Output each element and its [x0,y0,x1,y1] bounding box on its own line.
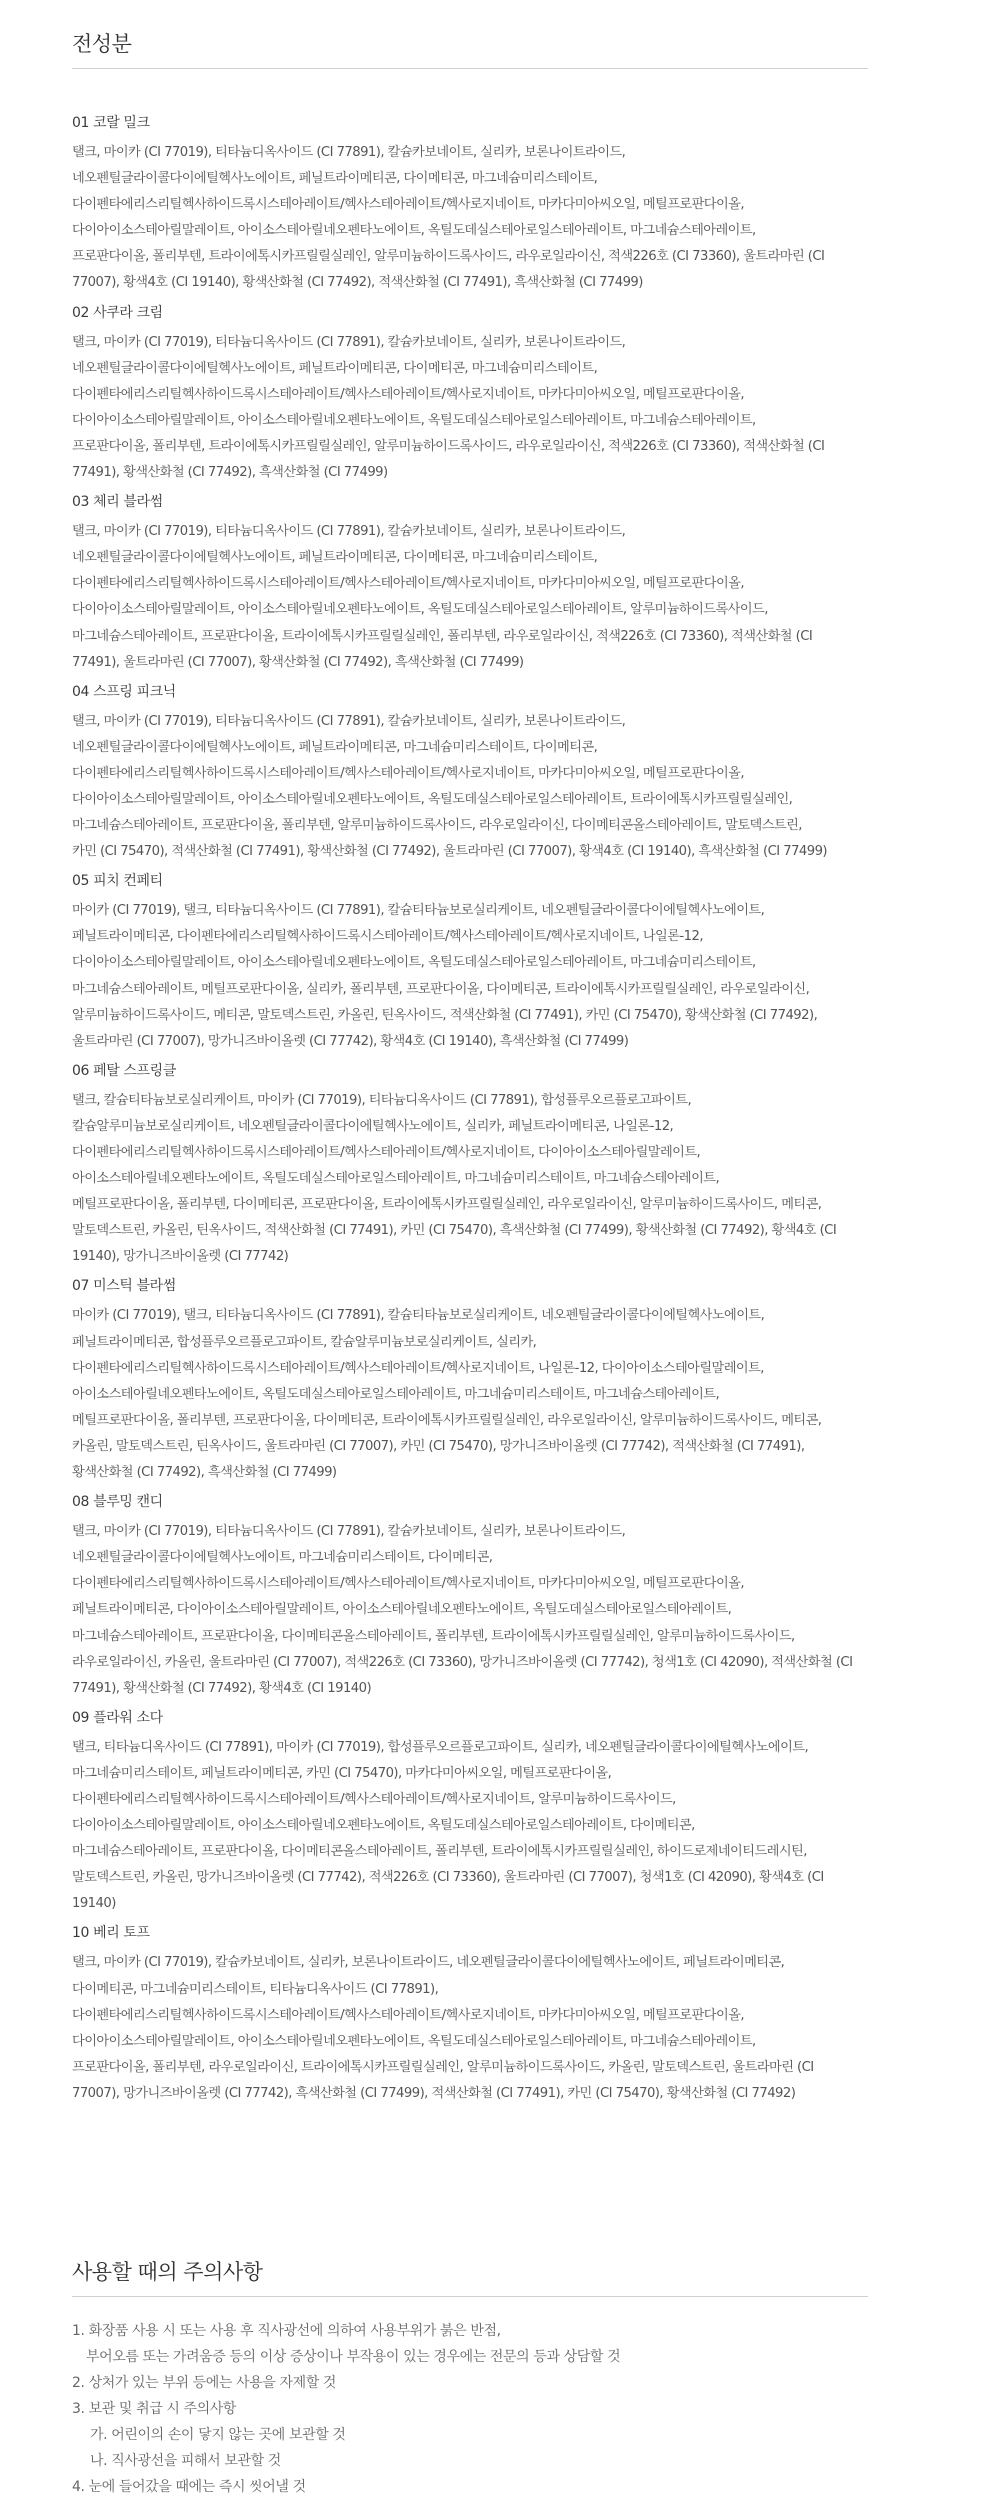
ingredient-item-title: 04 스프링 피크닉 [72,683,176,700]
ingredient-item [72,681,918,866]
caution-line: 4. 눈에 들어갔을 때에는 즉시 씻어낼 것 [72,2479,306,2495]
caution-line: 나. 직사광선을 피해서 보관할 것 [90,2453,281,2469]
ingredients-list [72,112,918,2112]
caution-line: 1. 화장품 사용 시 또는 사용 후 직사광선에 의하여 사용부위가 붉은 반점, [72,2323,501,2339]
ingredient-item-text: 탤크, 마이카 (CI 77019), 티타늄디옥사이드 (CI 77891), 칼슘카보네이트, 실리카, 보론나이트라이드, 네오펜틸글라이콜다이에틸헥사노에이트, 마그네슘미리스테이트, 다이메티콘, 다이펜타에리스리틸헥사하이드록시스테아레이트/헥사스테아레이트/헥사로지네이트, 마카다미아씨오일, 메틸프로판다이올, 페닐트라이메티콘, 다이아이소스테아릴말레이트, 아이소스테아릴네오펜타노에이트, 옥틸도데실스테아로일스테아레이트, 마그네슘스테아레이트, 프로판다이올, 다이메티콘올스테아레이트, 폴리부텐, 트라이에톡시카프릴릴실레인, 알루미늄하이드록사이드, 라우로일라이신, 카올린, 울트라마린 (CI 77007), 적색226호 (CI 73360), 망가니즈바이올렛 (CI 77742), 청색1호 (CI 42090), 적색산화철 (CI 77491), 황색산화철 (CI 77492), 황색4호 (CI 19140) [72,1524,853,1696]
ingredient-item-text: 탤크, 칼슘티타늄보로실리케이트, 마이카 (CI 77019), 티타늄디옥사이드 (CI 77891), 합성플루오르플로고파이트, 칼슘알루미늄보로실리케이트, 네오펜틸글라이콜다이에틸헥사노에이트, 실리카, 페닐트라이메티콘, 나일론-12, 다이펜타에리스리틸헥사하이드록시스테아레이트/헥사스테아레이트/헥사로지네이트, 다이아이소스테아릴말레이트, 아이소스테아릴네오펜타노에이트, 옥틸도데실스테아로일스테아레이트, 마그네슘미리스테이트, 마그네슘스테아레이트, 메틸프로판다이올, 폴리부텐, 다이메티콘, 프로판다이올, 트라이에톡시카프릴릴실레인, 라우로일라이신, 알루미늄하이드록사이드, 메티콘, 말토덱스트린, 카올린, 틴옥사이드, 적색산화철 (CI 77491), 카민 (CI 75470), 흑색산화철 (CI 77499), 황색산화철 (CI 77492), 황색4호 (CI 19140), 망가니즈바이올렛 (CI 77742) [72,1092,837,1265]
ingredient-item [72,1922,918,2107]
ingredient-item-text: 탤크, 마이카 (CI 77019), 티타늄디옥사이드 (CI 77891), 칼슘카보네이트, 실리카, 보론나이트라이드, 네오펜틸글라이콜다이에틸헥사노에이트, 페닐트라이메티콘, 다이메티콘, 마그네슘미리스테이트, 다이펜타에리스리틸헥사하이드록시스테아레이트/헥사스테아레이트/헥사로지네이트, 마카다미아씨오일, 메틸프로판다이올, 다이아이소스테아릴말레이트, 아이소스테아릴네오펜타노에이트, 옥틸도데실스테아로일스테아레이트, 마그네슘스테아레이트, 프로판다이올, 폴리부텐, 트라이에톡시카프릴릴실레인, 알루미늄하이드록사이드, 라우로일라이신, 적색226호 (CI 73360), 적색산화철 (CI 77491), 황색산화철 (CI 77492), 흑색산화철 (CI 77499) [72,334,825,481]
ingredients-divider [72,68,868,69]
ingredient-item [72,112,918,297]
cautions-divider [72,2296,868,2297]
cautions-list [72,2318,912,2500]
ingredient-item-text: 탤크, 마이카 (CI 77019), 티타늄디옥사이드 (CI 77891), 칼슘카보네이트, 실리카, 보론나이트라이드, 네오펜틸글라이콜다이에틸헥사노에이트, 페닐트라이메티콘, 마그네슘미리스테이트, 다이메티콘, 다이펜타에리스리틸헥사하이드록시스테아레이트/헥사스테아레이트/헥사로지네이트, 마카다미아씨오일, 메틸프로판다이올, 다이아이소스테아릴말레이트, 아이소스테아릴네오펜타노에이트, 옥틸도데실스테아로일스테아레이트, 트라이에톡시카프릴릴실레인, 마그네슘스테아레이트, 프로판다이올, 폴리부텐, 알루미늄하이드록사이드, 라우로일라이신, 다이메티콘올스테아레이트, 말토덱스트린, 카민 (CI 75470), 적색산화철 (CI 77491), 황색산화철 (CI 77492), 울트라마린 (CI 77007), 황색4호 (CI 19140), 흑색산화철 (CI 77499) [72,713,828,860]
ingredient-item-text: 탤크, 티타늄디옥사이드 (CI 77891), 마이카 (CI 77019), 합성플루오르플로고파이트, 실리카, 네오펜틸글라이콜다이에틸헥사노에이트, 마그네슘미리스테이트, 페닐트라이메티콘, 카민 (CI 75470), 마카다미아씨오일, 메틸프로판다이올, 다이펜타에리스리틸헥사하이드록시스테아레이트/헥사스테아레이트/헥사로지네이트, 알루미늄하이드록사이드, 다이아이소스테아릴말레이트, 아이소스테아릴네오펜타노에이트, 옥틸도데실스테아로일스테아레이트, 다이메티콘, 마그네슘스테아레이트, 프로판다이올, 다이메티콘올스테아레이트, 폴리부텐, 트라이에톡시카프릴릴실레인, 하이드로제네이티드레시틴, 말토덱스트린, 카올린, 망가니즈바이올렛 (CI 77742), 적색226호 (CI 73360), 울트라마린 (CI 77007), 청색1호 (CI 42090), 황색4호 (CI 19140) [72,1739,824,1912]
ingredient-item-title: 08 블루밍 캔디 [72,1494,163,1511]
ingredient-item-title: 06 페탈 스프링클 [72,1062,176,1079]
ingredient-item-title: 02 사쿠라 크림 [72,304,163,321]
ingredient-item [72,302,918,487]
ingredient-item-title: 01 코랄 밀크 [72,115,150,131]
caution-line: 부어오름 또는 가려움증 등의 이상 증상이나 부작용이 있는 경우에는 전문의 등과 상담할 것 [86,2349,621,2365]
ingredient-item [72,870,918,1055]
ingredient-item-text: 탤크, 마이카 (CI 77019), 칼슘카보네이트, 실리카, 보론나이트라이드, 네오펜틸글라이콜다이에틸헥사노에이트, 페닐트라이메티콘, 다이메티콘, 마그네슘미리스테이트, 티타늄디옥사이드 (CI 77891), 다이펜타에리스리틸헥사하이드록시스테아레이트/헥사스테아레이트/헥사로지네이트, 마카다미아씨오일, 메틸프로판다이올, 다이아이소스테아릴말레이트, 아이소스테아릴네오펜타노에이트, 옥틸도데실스테아로일스테아레이트, 마그네슘스테아레이트, 프로판다이올, 폴리부텐, 라우로일라이신, 트라이에톡시카프릴릴실레인, 알루미늄하이드록사이드, 카올린, 말토덱스트린, 울트라마린 (CI 77007), 망가니즈바이올렛 (CI 77742), 흑색산화철 (CI 77499), 적색산화철 (CI 77491), 카민 (CI 75470), 황색산화철 (CI 77492) [72,1955,814,2101]
ingredient-item-text: 탤크, 마이카 (CI 77019), 티타늄디옥사이드 (CI 77891), 칼슘카보네이트, 실리카, 보론나이트라이드, 네오펜틸글라이콜다이에틸헥사노에이트, 페닐트라이메티콘, 다이메티콘, 마그네슘미리스테이트, 다이펜타에리스리틸헥사하이드록시스테아레이트/헥사스테아레이트/헥사로지네이트, 마카다미아씨오일, 메틸프로판다이올, 다이아이소스테아릴말레이트, 아이소스테아릴네오펜타노에이트, 옥틸도데실스테아로일스테아레이트, 마그네슘스테아레이트, 프로판다이올, 폴리부텐, 트라이에톡시카프릴릴실레인, 알루미늄하이드록사이드, 라우로일라이신, 적색226호 (CI 73360), 울트라마린 (CI 77007), 황색4호 (CI 19140), 황색산화철 (CI 77492), 적색산화철 (CI 77491), 흑색산화철 (CI 77499) [72,145,825,291]
cautions-title: 사용할 때의 주의사항 [72,2260,263,2284]
ingredients-title: 전성분 [72,32,132,56]
ingredient-item [72,1491,918,1702]
ingredient-item [72,1707,918,1918]
caution-line: 2. 상처가 있는 부위 등에는 사용을 자제할 것 [72,2375,337,2391]
ingredient-item [72,1275,918,1486]
caution-line: 3. 보관 및 취급 시 주의사항 [72,2401,237,2417]
ingredient-item-text: 탤크, 마이카 (CI 77019), 티타늄디옥사이드 (CI 77891), 칼슘카보네이트, 실리카, 보론나이트라이드, 네오펜틸글라이콜다이에틸헥사노에이트, 페닐트라이메티콘, 다이메티콘, 마그네슘미리스테이트, 다이펜타에리스리틸헥사하이드록시스테아레이트/헥사스테아레이트/헥사로지네이트, 마카다미아씨오일, 메틸프로판다이올, 다이아이소스테아릴말레이트, 아이소스테아릴네오펜타노에이트, 옥틸도데실스테아로일스테아레이트, 알루미늄하이드록사이드, 마그네슘스테아레이트, 프로판다이올, 트라이에톡시카프릴릴실레인, 폴리부텐, 라우로일라이신, 적색226호 (CI 73360), 적색산화철 (CI 77491), 울트라마린 (CI 77007), 황색산화철 (CI 77492), 흑색산화철 (CI 77499) [72,524,813,670]
ingredient-item [72,1060,918,1271]
ingredient-item-text: 마이카 (CI 77019), 탤크, 티타늄디옥사이드 (CI 77891), 칼슘티타늄보로실리케이트, 네오펜틸글라이콜다이에틸헥사노에이트, 페닐트라이메티콘, 다이펜타에리스리틸헥사하이드록시스테아레이트/헥사스테아레이트/헥사로지네이트, 나일론-12, 다이아이소스테아릴말레이트, 아이소스테아릴네오펜타노에이트, 옥틸도데실스테아로일스테아레이트, 마그네슘미리스테이트, 마그네슘스테아레이트, 메틸프로판다이올, 실리카, 폴리부텐, 프로판다이올, 다이메티콘, 트라이에톡시카프릴릴실레인, 라우로일라이신, 알루미늄하이드록사이드, 메티콘, 말토덱스트린, 카올린, 틴옥사이드, 적색산화철 (CI 77491), 카민 (CI 75470), 황색산화철 (CI 77492), 울트라마린 (CI 77007), 망가니즈바이올렛 (CI 77742), 황색4호 (CI 19140), 흑색산화철 (CI 77499) [72,903,818,1049]
ingredient-item-title: 09 플라워 소다 [72,1709,163,1726]
ingredient-item [72,491,918,676]
ingredient-item-title: 10 베리 토프 [72,1925,150,1942]
caution-line: 가. 어린이의 손이 닿지 않는 곳에 보관할 것 [90,2427,346,2443]
ingredient-item-title: 05 피치 컨페티 [72,873,163,890]
ingredient-item-text: 마이카 (CI 77019), 탤크, 티타늄디옥사이드 (CI 77891), 칼슘티타늄보로실리케이트, 네오펜틸글라이콜다이에틸헥사노에이트, 페닐트라이메티콘, 합성플루오르플로고파이트, 칼슘알루미늄보로실리케이트, 실리카, 다이펜타에리스리틸헥사하이드록시스테아레이트/헥사스테아레이트/헥사로지네이트, 나일론-12, 다이아이소스테아릴말레이트, 아이소스테아릴네오펜타노에이트, 옥틸도데실스테아로일스테아레이트, 마그네슘미리스테이트, 마그네슘스테아레이트, 메틸프로판다이올, 폴리부텐, 프로판다이올, 다이메티콘, 트라이에톡시카프릴릴실레인, 라우로일라이신, 알루미늄하이드록사이드, 메티콘, 카올린, 말토덱스트린, 틴옥사이드, 울트라마린 (CI 77007), 카민 (CI 75470), 망가니즈바이올렛 (CI 77742), 적색산화철 (CI 77491), 황색산화철 (CI 77492), 흑색산화철 (CI 77499) [72,1308,822,1481]
ingredient-item-title: 03 체리 블라썸 [72,494,163,511]
ingredient-item-title: 07 미스틱 블라썸 [72,1278,176,1295]
